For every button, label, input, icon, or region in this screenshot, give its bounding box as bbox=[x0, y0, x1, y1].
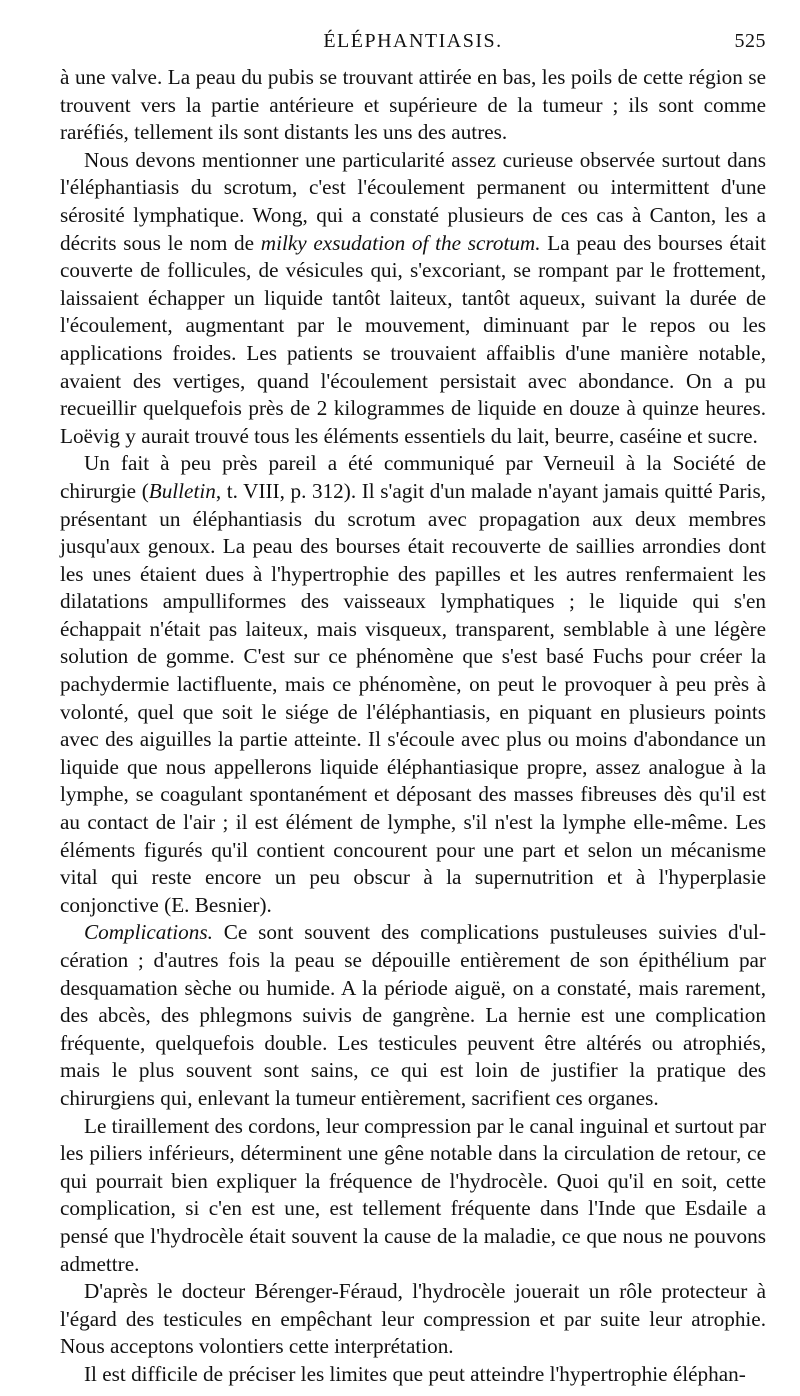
page-number: 525 bbox=[734, 30, 766, 52]
paragraph bbox=[60, 64, 766, 147]
paragraph bbox=[60, 1361, 766, 1389]
italic-text: Complications. bbox=[84, 920, 213, 945]
paragraph-text: Il est difficile de préciser les limites que peut atteindre l'hypertrophie éléphan- bbox=[84, 1361, 746, 1386]
running-head bbox=[60, 30, 766, 64]
running-title: ÉLÉPHANTIASIS. bbox=[323, 30, 503, 52]
body-text bbox=[60, 64, 766, 1389]
paragraph-text: à une valve. La peau du pubis se trouvant attirée en bas, les poils de cette région se trouvent vers la partie antérieure et supérieure de la tumeur ; ils sont comme raréfiés, tellement ils sont distants les uns des autres. bbox=[60, 65, 766, 145]
paragraph bbox=[60, 1113, 766, 1279]
paragraph bbox=[60, 919, 766, 1112]
paragraph-text: Le tiraillement des cordons, leur compression par le canal inguinal et surtout par les piliers inférieurs, déterminent une gêne notable dans la circulation de retour, ce qui pourrait bien expliquer la fréquence de l'hydrocèle. Quoi qu'il en soit, cette complication, si c'en est une, est tellement fréquente dans l'Inde que Esdaile a pensé que l'hydrocèle était souvent la cause de la maladie, ce que nous ne pouvons admettre. bbox=[60, 1113, 766, 1276]
paragraph-text: La peau des bourses était couverte de follicules, de vésicules qui, s'excoriant, se rompant par le frottement, laissaient échapper un liquide tantôt laiteux, tantôt aqueux, suivant la durée de l'écoulement, augmentant par le mouvement, diminuant par le repos ou les applications froides. Les patients se trouvaient affaiblis d'une manière notable, avaient des vertiges, quand l'écoulement persistait avec abondance. On a pu recueillir quelquefois près de 2 kilogrammes de liquide en douze à quinze heures. Loëvig y aurait trouvé tous les éléments essentiels du lait, beurre, caséine et sucre. bbox=[60, 230, 766, 448]
paragraph-text: Ce sont souvent des complications pustuleuses suivies d'ulcération ; d'autres fois la peau se dépouille entièrement de son épithélium par desquamation sèche ou humide. A la période aiguë, on a constaté, mais rarement, des abcès, des phlegmons suivis de gangrène. La hernie est une complication fréquente, quelquefois double. Les testicules peuvent être altérés ou atrophiés, mais le plus souvent sont sains, ce qui est loin de justifier la pratique des chirurgiens qui, enlevant la tumeur entièrement, sacrifient ces organes. bbox=[60, 920, 766, 1110]
paragraph bbox=[60, 1278, 766, 1361]
paragraph-text: , t. VIII, p. 312). Il s'agit d'un malade n'ayant jamais quitté Paris, présentant un éléphantiasis du scrotum avec propagation aux deux membres jusqu'aux genoux. La peau des bourses était recouverte de saillies arrondies dont les unes étaient dues à l'hypertrophie des papilles et les autres renfermaient les dilatations ampulliformes des vaisseaux lymphatiques ; le liquide qui s'en échappait n'était pas laiteux, mais visqueux, transparent, semblable à une légère solution de gomme. C'est sur ce phénomène que s'est basé Fuchs pour créer la pachydermie lactifluente, mais ce phénomène, on peut le provoquer à peu près à volonté, quel que soit le siége de l'éléphantiasis, en piquant en plusieurs points avec des aiguilles la partie atteinte. Il s'écoule avec plus ou moins d'abondance un liquide que nous appellerons liquide éléphantiasique propre, assez analogue à la lymphe, se coagulant spontanément et déposant des masses fibreuses dès qu'il est au contact de l'air ; il est élément de lymphe, s'il n'est la lymphe elle-même. Les éléments figurés qu'il contient concourent pour une part et selon un mécanisme vital qui reste encore un peu obscur à la supernutrition et à l'hyperplasie conjonctive (E. Besnier). bbox=[60, 478, 766, 917]
italic-text: Bulletin bbox=[148, 478, 216, 503]
paragraph-text: Un fait à peu près pareil a été communiqué par Verneuil à la Société de chirurgie ( bbox=[60, 451, 766, 503]
paragraph bbox=[60, 147, 766, 451]
paragraph-text: D'après le docteur Bérenger-Féraud, l'hydrocèle jouerait un rôle protecteur à l'égard des testicules en empêchant leur compression et par suite leur atrophie. Nous acceptons volontiers cette interprétation. bbox=[60, 1279, 766, 1359]
paragraph bbox=[60, 450, 766, 919]
paragraph-text: Nous devons mentionner une particularité assez curieuse observée surtout dans l'éléphantiasis du scrotum, c'est l'écoulement permanent ou intermittent d'une sérosité lymphatique. Wong, qui a constaté plusieurs de ces cas à Canton, les a décrits sous le nom de bbox=[60, 147, 766, 255]
italic-text: milky exsudation of the scrotum. bbox=[260, 230, 541, 255]
